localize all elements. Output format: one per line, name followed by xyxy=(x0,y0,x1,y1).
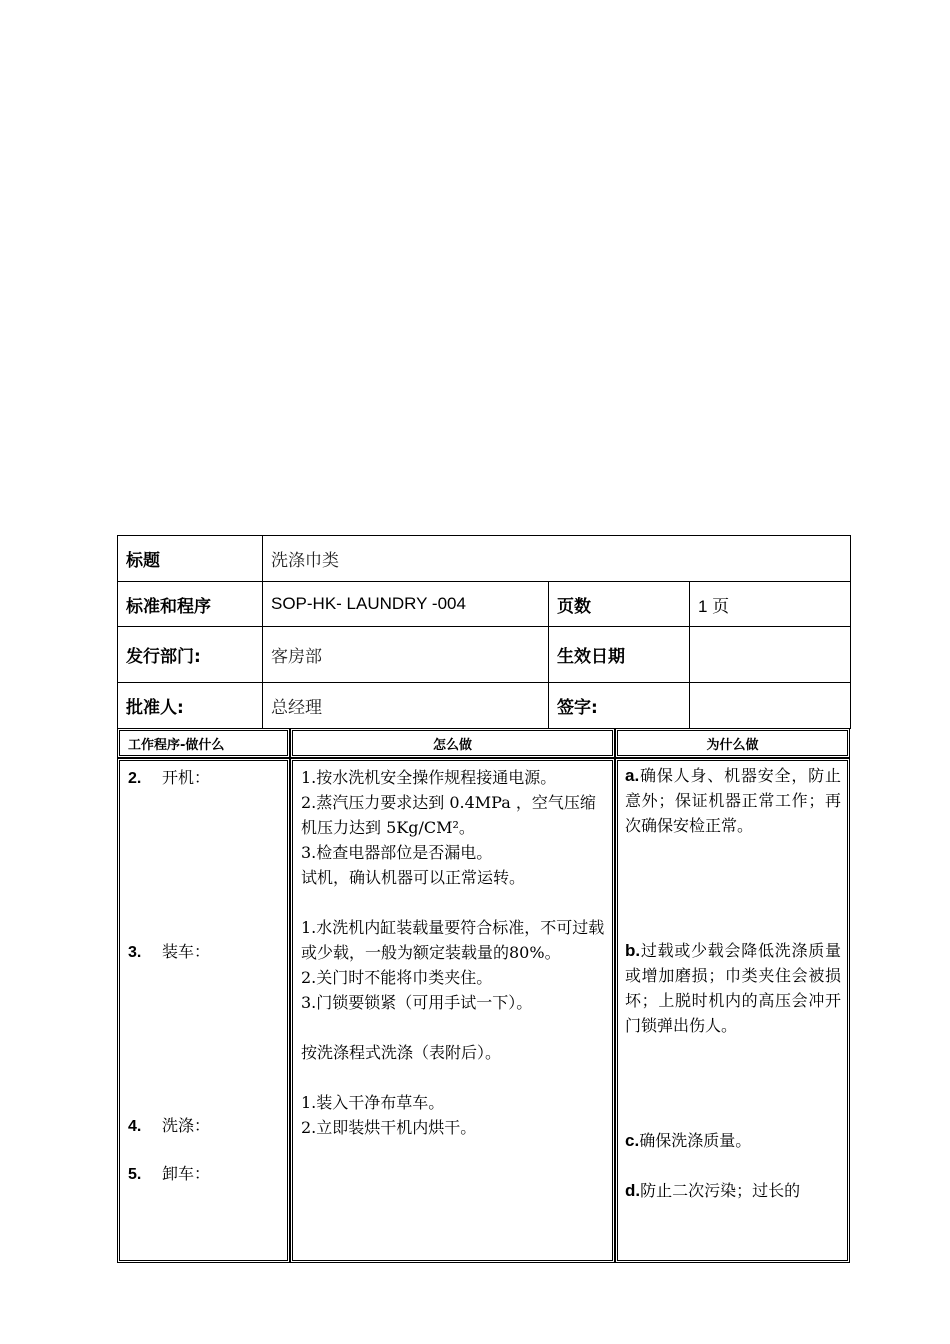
how-line: 2.关门时不能将巾类夹住。 xyxy=(301,968,493,987)
signature-label: 签字: xyxy=(549,683,690,729)
title-label: 标题 xyxy=(118,536,263,582)
how-line: 3.门锁要锁紧（可用手试一下）。 xyxy=(301,993,533,1012)
pages-value: 1 页 xyxy=(690,582,851,627)
sop-label: 标准和程序 xyxy=(118,582,263,627)
reason-d: d.防止二次污染；过长的 xyxy=(625,1181,801,1200)
title-value: 洗涤巾类 xyxy=(263,536,851,582)
sop-value: SOP-HK- LAUNDRY -004 xyxy=(263,582,549,627)
how-line: 按洗涤程式洗涤（表附后）。 xyxy=(301,1043,502,1062)
how-line: 2.立即装烘干机内烘干。 xyxy=(301,1118,477,1137)
pages-label: 页数 xyxy=(549,582,690,627)
dept-label: 发行部门: xyxy=(118,627,263,683)
step-start: 2. 开机： xyxy=(128,768,211,787)
approver-value: 总经理 xyxy=(263,683,549,729)
how-cell xyxy=(290,758,615,1263)
procedure-table xyxy=(117,728,850,1263)
reason-a: a.确保人身、机器安全，防止意外；保证机器正常工作；再次确保安检正常。 xyxy=(625,766,841,835)
effective-date-label: 生效日期 xyxy=(549,627,690,683)
how-line: 3.检查电器部位是否漏电。 xyxy=(301,843,493,862)
column-header-what: 工作程序-做什么 xyxy=(117,728,290,758)
sop-document xyxy=(117,535,850,1263)
signature-value xyxy=(690,683,851,729)
how-line: 2.蒸汽压力要求达到 0.4MPa ，空气压缩机压力达到 5Kg/CM²。 xyxy=(301,793,596,837)
step-wash: 4. 洗涤： xyxy=(128,1116,211,1135)
step-unload: 5. 卸车： xyxy=(128,1164,211,1183)
approver-label: 批准人: xyxy=(118,683,263,729)
effective-date-value xyxy=(690,627,851,683)
header-table xyxy=(117,535,851,729)
column-header-how: 怎么做 xyxy=(290,728,615,758)
dept-value: 客房部 xyxy=(263,627,549,683)
steps-cell xyxy=(117,758,290,1263)
how-line: 1.按水洗机安全操作规程接通电源。 xyxy=(301,768,557,787)
column-header-why: 为什么做 xyxy=(615,728,850,758)
step-load: 3. 装车： xyxy=(128,942,211,961)
reason-c: c.确保洗涤质量。 xyxy=(625,1131,752,1150)
why-cell xyxy=(615,758,850,1263)
how-line: 1.水洗机内缸装载量要符合标准，不可过载或少载，一般为额定装载量的80%。 xyxy=(301,918,605,962)
reason-b: b.过载或少载会降低洗涤质量或增加磨损；巾类夹住会被损坏；上脱时机内的高压会冲开门锁弹出伤人。 xyxy=(625,941,841,1035)
how-line: 1.装入干净布草车。 xyxy=(301,1093,445,1112)
how-line: 试机，确认机器可以正常运转。 xyxy=(301,868,526,887)
